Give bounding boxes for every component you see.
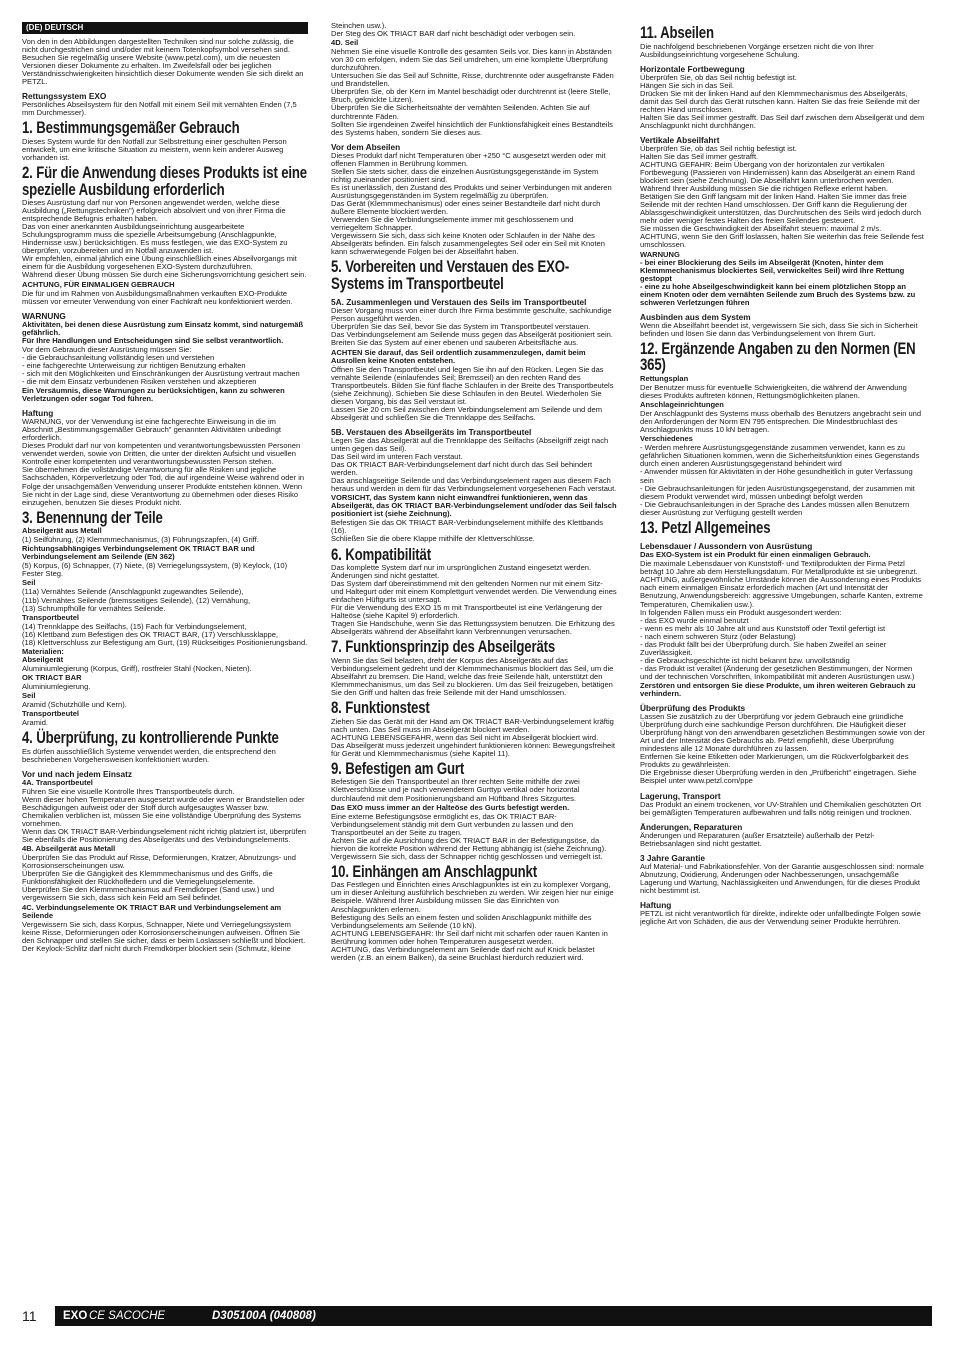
bold-paragraph: ACHTUNG, FÜR EINMALIGEN GEBRAUCH [22, 279, 175, 289]
body-paragraph: Die für und im Rahmen von Ausbildungsmaßnahmen verkauften EXO-Produkte müssen vor erneuter Verwendung von einer Fachkraft neu konfektioniert werden. [22, 288, 293, 306]
body-paragraph: Wenn die Abseilfahrt beendet ist, vergewissern Sie sich, dass Sie sich in Sicherheit befinden und lösen Sie dann das Verbindungselement von Ihrem Gurt. [640, 320, 918, 338]
body-paragraph: Auf Material- und Fabrikationsfehler. Von der Garantie ausgeschlossen sind: normale Abnutzung, Oxidierung, Änderungen oder Nachbesserungen, unsachgemäße Lagerung und Wartung, Nachlässigkeiten und Anwendungen, für die dieses Produkt nicht bestimmt ist. [640, 861, 925, 895]
bold-paragraph: 4C. Verbindungselemente OK TRIACT BAR und Verbindungselement am Seilende [22, 902, 282, 920]
body-paragraph: WARNUNG, vor der Verwendung ist eine fachgerechte Einweisung in die im Abschnitt „Bestimmungsgemäßer Gebrauch" genannten Aktivitäten unbedingt erforderlich. Dieses Produkt darf nur von kompetenten und verantwortungsbewussten Personen verwendet werden, sowie von Dritten, die unter der direkten Aufsicht und visuellen Kontrolle einer kompetenten und verantwortungsbewussten Person stehen. Sie übernehmen die vollständige Verantwortung für alle Risiken und jegliche Sachschäden, Körperverletzung oder Tod, die auf irgendeine Weise während oder in Folge der unsachgemäßen Verwendung unserer Produkte entstehen können. Wenn Sie nicht in der Lage sind, diese Verantwortung zu übernehmen oder dieses Risiko einzugehen, benutzen Sie dieses Produkt nicht. [22, 417, 305, 507]
body-paragraph: Befestigen Sie das OK TRIACT BAR-Verbindungselement mithilfe des Klettbands (16). Schließen Sie die obere Klappe mithilfe der Klettverschlüsse. [331, 518, 603, 544]
body-paragraph: (1) Seilführung, (2) Klemmmechanismus, (3) Führungszapfen, (4) Griff. [22, 535, 259, 545]
body-paragraph: Aramid. [22, 718, 49, 728]
body-paragraph: Aluminiumlegierung (Korpus, Griff), rostfreier Stahl (Nocken, Nieten). [22, 663, 252, 673]
body-paragraph: Eine externe Befestigungsöse ermöglicht es, das OK TRIACT BAR-Verbindungselement ständig mit dem Gurt verbunden zu lassen und den Transportbeutel an der Seite zu tragen. Achten Sie auf die Ausrichtung des OK TRIACT BAR in der Befestigungsöse, da hiervon die korrekte Position während der Rettung abhängig ist (siehe Zeichnung). Vergewissern Sie sich, dass der Schnapper richtig geschlossen und verriegelt ist. [331, 811, 607, 861]
subsection-heading: Überprüfung des Produkts [640, 703, 746, 714]
body-paragraph: Befestigen Sie den Transportbeutel an Ihrer rechten Seite mithilfe der zwei Klettverschlüsse und je nach verwendetem Gurttyp vertikal oder horizontal durchlaufend mit dem Positionierungsband am Hüftband Ihres Sitzgurtes. [331, 777, 580, 803]
bold-paragraph: Transportbeutel [22, 709, 80, 719]
body-paragraph: Überprüfen Sie das Produkt auf Risse, Deformierungen, Kratzer, Abnutzungs- und Korrosionserscheinungen usw. Überprüfen Sie die Gängigkeit des Klemmmechanismus und des Griffs, die Funktionsfähigkeit der Rückholfedern und die Verriegelungselemente. Überprüfen Sie den Klemmmechanismus auf Fremdkörper (Sand usw.) und vergewissern Sie sich, dass sich kein Feld am Seil befindet. [22, 853, 296, 903]
subsection-heading: 5B. Verstauen des Abseilgeräts im Transportbeutel [331, 426, 532, 437]
subsection-heading: Rettungssystem EXO [22, 91, 107, 102]
bold-paragraph: Abseilgerät aus Metall [22, 526, 102, 536]
section-heading: 4. Überprüfung, zu kontrollierende Punkte [22, 729, 279, 748]
body-paragraph: Wenn Sie das Seil belasten, dreht der Korpus des Abseilgeräts auf das Verbindungselement gedreht und der Klemmmechanismus blockiert das Seil, um die Abseilfahrt zu bremsen. Die Hand, welche das freie Seilende hält, unterstützt den Klemmmechanismus, um das Seil zu blockieren. Um das Seil freizugeben, betätigen Sie den Griff und halten das freie Seilende mit der Hand umschlossen. [331, 655, 614, 698]
section-heading: 12. Ergänzende Angaben zu den Normen (EN 365) [640, 339, 916, 375]
bold-paragraph: Verschiedenes [640, 434, 693, 444]
body-paragraph: Von den in den Abbildungen dargestellten Techniken sind nur solche zulässig, die nicht durchgestrichen sind und/oder mit keinem Totenkopfsymbol versehen sind. Besuchen Sie regelmäßig unsere Website (www.petzl.com), um die neuesten Versionen dieser Dokumente zu erhalten. Im Zweifelsfall oder bei jeglichen Verständnisschwierigkeiten hinsichtlich dieser Dokumente wenden Sie sich direkt an PETZL. [22, 37, 304, 87]
body-paragraph: Überprüfen Sie, ob das Seil richtig befestigt ist. Halten Sie das Seil immer gestrafft. ACHTUNG GEFAHR: Beim Übergang von der horizontalen zur vertikalen Fortbewegung (Passieren von Hindernissen) kann das Abseilgerät an einem Rand blockiert sein (siehe Zeichnung). Die Abseilfahrt kann unterbrochen werden. Während Ihrer Ausbildung müssen Sie die richtigen Reflexe erlernt haben. Betätigen Sie den Griff langsam mit der linken Hand. Halten Sie immer das freie Seilende mit der rechten Hand umschlossen. Der Griff kann die Regulierung der Ablassgeschwindigkeit unterstützen, das Durchrutschen des Seils wird jedoch durch mehr oder weniger festes Halten des freien Seilendes gesteuert. Sie müssen die Geschwindigkeit der Abseilfahrt steuern: maximal 2 m/s. ACHTUNG, wenn Sie den Griff loslassen, halten Sie weiterhin das freie Seilende fest umschlossen. [640, 143, 924, 250]
body-paragraph: (11a) Vernähtes Seilende (Anschlagpunkt zugewandtes Seilende), (11b) Vernähtes Seilende (bremsseitiges Seilende), (12) Vernähung, (13) Schrumpfhülle für vernähtes Seilende. [22, 587, 251, 613]
bold-paragraph: Seil [22, 691, 36, 701]
bold-paragraph: 4B. Abseilgerät aus Metall [22, 844, 116, 854]
subsection-heading: 3 Jahre Garantie [640, 852, 706, 863]
body-paragraph: Änderungen und Reparaturen (außer Ersatzteile) außerhalb der Petzl-Betriebsanlagen sind nicht gestattet. [640, 830, 875, 848]
body-paragraph: (14) Trennklappe des Seilfachs, (15) Fach für Verbindungselement, (16) Klettband zum Befestigen des OK TRIACT BAR, (17) Verschlussklappe, (18) Klettverschluss zur Befestigung am Gurt, (19) Rückseitiges Positionierungsband. [22, 621, 308, 647]
body-paragraph: Steinchen usw.). Der Steg des OK TRIACT BAR darf nicht beschädigt oder verbogen sein. [331, 22, 576, 39]
body-paragraph: Das Festlegen und Einrichten eines Anschlagpunktes ist ein zu komplexer Vorgang, um in dieser Anleitung ausführlich beschrieben zu werden. Wir zeigen hier nur einige Beispiele. Während Ihrer Ausbildung müssen Sie das Einrichten von Anschlagpunkten erlernen. Befestigung des Seils an einem festen und soliden Anschlagpunkt mithilfe des Verbindungselements am Seilende (10 kN). ACHTUNG LEBENSGEFAHR: Ihr Seil darf nicht mit scharfen oder rauen Kanten in Berührung kommen oder hohen Temperaturen ausgesetzt werden. ACHTUNG, das Verbindungselement am Seilende darf nicht auf Knick belastet werden (z.B. an einem Balken), da seine Bruchlast hierdurch reduziert wird. [331, 880, 614, 962]
body-paragraph: Führen Sie eine visuelle Kontrolle Ihres Transportbeutels durch. Wenn dieser hohen Temperaturen ausgesetzt wurde oder wenn er Brandstellen oder Beschädigungen aufweist oder der Stoff durch aufgesaugtes Wasser bzw. Chemikalien verblichen ist, müssen Sie eine vollständige Überprüfung des Systems vornehmen. Wenn das OK TRIACT BAR-Verbindungselement nicht richtig platziert ist, überprüfen Sie ebenfalls die Positionierung des Abseilgeräts und des Verbindungselements. [22, 786, 306, 845]
subsection-heading: Lagerung, Transport [640, 790, 721, 801]
subsection-heading: Änderungen, Reparaturen [640, 821, 743, 832]
text-column-left [22, 22, 308, 954]
body-paragraph: Vor dem Gebrauch dieser Ausrüstung müssen Sie: - die Gebrauchsanleitung vollständig lesen und verstehen - eine fachgerechte Unterweisung zur richtigen Benutzung erhalten - sich mit den Möglichkeiten und Einschränkungen der Ausrüstung vertraut machen - die mit dem Einsatz verbundenen Risiken verstehen und akzeptieren [22, 344, 300, 386]
bold-paragraph: Aktivitäten, bei denen diese Ausrüstung zum Einsatz kommt, sind naturgemäß gefährlich. Für Ihre Handlungen und Entscheidungen sind Sie selbst verantwortlich. [22, 319, 304, 345]
subsection-heading: Horizontale Fortbewegung [640, 63, 745, 74]
section-heading: 9. Befestigen am Gurt [331, 759, 465, 778]
section-heading: 3. Benennung der Teile [22, 508, 163, 527]
body-paragraph: - Werden mehrere Ausrüstungsgegenstände zusammen verwendet, kann es zu gefährlichen Situationen kommen, wenn die Sicherheitsfunktion eines Gegenstands durch einen anderen Ausrüstungsgegenstand behindert wird - Anwender müssen für Aktivitäten in der Höhe gesundheitlich in guter Verfassung sein - Die Gebrauchsanleitungen für jeden Ausrüstungsgegenstand, der zusammen mit diesem Produkt verwendet wird, müssen unbedingt befolgt werden - Die Gebrauchsanleitungen in der Sprache des Landes müssen allen Benutzern dieser Ausrüstung zur Verfügung gestellt werden [640, 443, 920, 517]
bold-paragraph: VORSICHT, das System kann nicht einwandfrei funktionieren, wenn das Abseilgerät, das OK TRIACT BAR-Verbindungselement und/oder das Seil falsch positioniert ist (siehe Zeichnung). [331, 493, 617, 519]
bold-paragraph: 4A. Transportbeutel [22, 777, 93, 787]
text-column-right [640, 22, 926, 927]
subsection-heading: Vor dem Abseilen [331, 141, 401, 152]
section-heading: 6. Kompatibilität [331, 545, 431, 564]
subsection-heading: 5A. Zusammenlegen und Verstauen des Seils im Transportbeutel [331, 297, 587, 308]
body-paragraph: Dieses Produkt darf nicht Temperaturen über +250 °C ausgesetzt werden oder mit offenen Flammen in Berührung kommen. Stellen Sie stets sicher, dass die einzelnen Ausrüstungsgegenstände im System richtig zueinander positioniert sind. Es ist unerlässlich, den Zustand des Produkts und seiner Verbindungen mit anderen Ausrüstungsgegenständen im System regelmäßig zu überprüfen. Das Gerät (Klemmmechanismus) oder eines seiner Bestandteile darf nicht durch äußere Elemente blockiert werden. Verwenden Sie die Verbindungselemente immer mit geschlossenem und verriegeltem Schnapper. Vergewissern Sie sich, dass sich keine Knoten oder Schlaufen in der Nähe des Abseilgeräts befinden. Ein falsch zusammengelegtes Seil oder ein Seil mit Knoten kann schwerwiegende Folgen bei der Abseilfahrt haben. [331, 150, 612, 257]
bold-paragraph: Das EXO-System ist ein Produkt für einen einmaligen Gebrauch. [640, 550, 871, 560]
body-paragraph: Öffnen Sie den Transportbeutel und legen Sie ihn auf den Rücken. Legen Sie das vernähte Seilende (einlaufendes Seil; Bremsseil) an den rechten Rand des Transportbeutels. Bilden Sie fünf flache Schlaufen in der Breite des Transportbeutels (siehe Zeichnung). Schieben Sie diese Schlaufen in den Beutel. Wiederholen Sie diesen Vorgang, bis das Seil verstaut ist. Lassen Sie 20 cm Seil zwischen dem Verbindungselement am Seilende und dem Abseilgerät und schließen Sie die Trennklappe des Seilfachs. [331, 364, 614, 422]
footer-subtitle: CE SACOCHE [89, 1310, 166, 1322]
bold-paragraph: Richtungsabhängiges Verbindungselement OK TRIACT BAR und Verbindungselement am Seilende (EN 362) [22, 544, 255, 562]
footer-product: EXO [63, 1310, 88, 1322]
subsection-heading: Ausbinden aus dem System [640, 311, 751, 322]
body-paragraph: (5) Korpus, (6) Schnapper, (7) Niete, (8) Verriegelungssystem, (9) Keylock, (10) Fester Steg. [22, 561, 288, 579]
body-paragraph: Überprüfen Sie, ob das Seil richtig befestigt ist. Hängen Sie sich in das Seil. Drücken Sie mit der linken Hand auf den Klemmmechanismus des Abseilgeräts, damit das Seil durch das Gerät rutschen kann. Halten Sie das freie Seilende mit der rechten Hand umschlossen. Halten Sie das Seil immer gestrafft. Das Seil darf zwischen dem Abseilgerät und dem Anschlagpunkt nicht durchhängen. [640, 72, 925, 130]
bold-paragraph: OK TRIACT BAR [22, 672, 82, 682]
bold-paragraph: Rettungsplan [640, 373, 689, 383]
bold-paragraph: Ein Versäumnis, diese Warnungen zu berücksichtigen, kann zu schweren Verletzungen oder sogar Tod führen. [22, 386, 285, 404]
bold-paragraph: ACHTEN Sie darauf, das Seil ordentlich zusammenzulegen, damit beim Ausrollen keine Knoten entstehen. [331, 347, 586, 365]
body-paragraph: Vergewissern Sie sich, dass Korpus, Schnapper, Niete und Verriegelungssystem keine Risse, Deformierungen oder Korrosionserscheinungen aufweisen. Öffnen Sie den Schnapper und stellen Sie sicher, dass er beim Loslassen schließt und blockiert. Der Keylock-Schlitz darf nicht durch Fremdkörper blockiert sein (Schmutz, kleine [22, 919, 306, 953]
section-heading: 8. Funktionstest [331, 699, 430, 718]
bold-paragraph: 4D. Seil [331, 38, 359, 48]
subsection-heading: WARNUNG [22, 310, 66, 321]
bold-paragraph: WARNUNG - bei einer Blockierung des Seils im Abseilgerät (Knoten, hinter dem Klemmmechanismus blockiertes Seil, verwickeltes Seil) wird Ihre Rettung gestoppt - eine zu hohe Abseilgeschwindigkeit kann bei einem plötzlichen Stopp an einem Knoten oder dem vernähten Seilende zum Bruch des Systems bzw. zu schweren Verletzungen führen [640, 249, 916, 307]
section-heading: 2. Für die Anwendung dieses Produkts ist eine spezielle Ausbildung erforderlich [22, 164, 307, 199]
body-paragraph: Aramid (Schutzhülle und Kern). [22, 700, 127, 710]
body-paragraph: Aluminiumlegierung. [22, 682, 91, 691]
body-paragraph: Ziehen Sie das Gerät mit der Hand am OK TRIACT BAR-Verbindungselement kräftig nach unten. Das Seil muss im Abseilgerät blockiert werden. ACHTUNG LEBENSGEFAHR, wenn das Seil nicht im Abseilgerät blockiert wird. Das Abseilgerät muss jederzeit ungehindert funktionieren können: Bewegungsfreiheit für Gerät und Klemmmechanismus (siehe Kapitel 11). [331, 716, 616, 758]
bold-paragraph: Transportbeutel [22, 612, 80, 622]
body-paragraph: Persönliches Abseilsystem für den Notfall mit einem Seil mit vernähten Enden (7,5 mm Durchmesser). [22, 100, 297, 118]
body-paragraph: Der Anschlagpunkt des Systems muss oberhalb des Benutzers angebracht sein und den Anforderungen der Norm EN 795 entsprechen. Die Mindestbruchlast des Anschlagpunkts muss 10 kN betragen. [640, 409, 922, 435]
body-paragraph: Das komplette System darf nur im ursprünglichen Zustand eingesetzt werden. Änderungen sind nicht gestattet. Das System darf übereinstimmend mit den geltenden Normen nur mit einem Sitz- und Haltegurt oder mit einem Komplettgurt verwendet werden. Die Verwendung eines einfachen Hüftgurts ist untersagt. Für die Verwendung des EXO 15 m mit Transportbeutel ist eine Verlängerung der Halteöse (siehe Kapitel 9) erforderlich. Tragen Sie Handschuhe, wenn Sie das Rettungssystem benutzen. Die Erhitzung des Abseilgeräts während der Abseilfahrt kann Verbrennungen verursachen. [331, 563, 617, 637]
footer-bar [55, 1306, 932, 1326]
body-paragraph: Die maximale Lebensdauer von Kunststoff- und Textilprodukten der Firma Petzl beträgt 10 Jahre ab dem Herstellungsdatum. Für Metallprodukte ist sie unbegrenzt. ACHTUNG, außergewöhnliche Umstände können die Aussonderung eines Produkts nach einem einmaligen Einsatz erforderlich machen (Art und Intensität der Benutzung, Anwendungsbereich: aggressive Umgebungen, scharfe Kanten, extreme Temperaturen, Chemikalien usw.). In folgenden Fällen muss ein Produkt ausgesondert werden: - das EXO wurde einmal benutzt - wenn es mehr als 10 Jahre alt und aus Kunststoff oder Textil gefertigt ist - nach einem schweren Sturz (oder Belastung) - das Produkt fällt bei der Überprüfung durch. Sie haben Zweifel an seiner Zuverlässigkeit. - die Gebrauchsgeschichte ist nicht bekannt bzw. unvollständig - das Produkt ist veraltet (Änderung der gesetzlichen Bestimmungen, der Normen und der technischen Vorschriften, Inkompatibilität mit anderen Ausrüstungen usw.) [640, 559, 923, 681]
body-paragraph: Dieses Ausrüstung darf nur von Personen angewendet werden, welche diese Ausbildung („Rettungstechniken") erfolgreich absolviert und von ihrer Firma die entsprechende Befugnis erhalten haben. Das von einer anerkannten Ausbildungseinrichtung ausgearbeitete Schulungsprogramm muss die spezielle Arbeitsumgebung (Anschlagpunkte, Hindernisse usw.) berücksichtigen. Es muss festlegen, wie das EXO-System zu überprüfen, vorzubereiten und im Notfall anzuwenden ist. Wir empfehlen, einmal jährlich eine Übung einschließlich eines Abseilvorgangs mit einem für die Ausbildung vorgesehenen EXO-System durchzuführen. Während dieser Übung müssen Sie durch eine Sicherungsvorrichtung gesichert sein. [22, 198, 307, 280]
section-heading: 1. Bestimmungsgemäßer Gebrauch [22, 119, 240, 138]
body-paragraph: Legen Sie das Abseilgerät auf die Trennklappe des Seilfachs (Abseilgriff zeigt nach unten gegen das Seil). Das Seil wird im unteren Fach verstaut. Das OK TRIACT BAR-Verbindungselement darf nicht durch das Seil behindert werden. Das anschlagseitige Seilende und das Verbindungselement ragen aus diesem Fach heraus und werden in dem für das Verbindungselement vorgesehenen Fach verstaut. [331, 435, 617, 494]
section-heading: 10. Einhängen am Anschlagpunkt [331, 862, 537, 881]
body-paragraph: PETZL ist nicht verantwortlich für direkte, indirekte oder unfallbedingte Folgen sowie jegliche Art von Schäden, die aus der Verwendung seiner Produkte herrühren. [640, 908, 921, 926]
page-footer [22, 1306, 932, 1326]
bold-paragraph: Materialien: Abseilgerät [22, 646, 64, 664]
subsection-heading: Vertikale Abseilfahrt [640, 134, 720, 145]
language-tag: (DE) DEUTSCH [22, 22, 308, 34]
subsection-heading: Haftung [22, 408, 54, 419]
subsection-heading: Vor und nach jedem Einsatz [22, 768, 133, 779]
subsection-heading: Haftung [640, 899, 672, 910]
body-paragraph: Das Produkt an einem trockenen, vor UV-Strahlen und Chemikalien geschützten Ort bei gemäßigten Temperaturen aufbewahren und falls nötig reinigen und trocknen. [640, 799, 922, 817]
body-paragraph: Es dürfen ausschließlich Systeme verwendet werden, die entsprechend den beschriebenen Vorgehensweisen konfektioniert wurden. [22, 746, 276, 764]
section-heading: 13. Petzl Allgemeines [640, 518, 771, 537]
page-number: 11 [22, 1308, 37, 1324]
body-paragraph: Lassen Sie zusätzlich zu der Überprüfung vor jedem Gebrauch eine gründliche Überprüfung durch eine sachkundige Person durchführen. Die Häufigkeit dieser Überprüfung hängt von den anwendbaren gesetzlichen Bestimmungen sowie von der Art und der Intensität des Gebrauchs ab. Petzl empfiehlt, diese Überprüfung mindestens alle 12 Monate durchführen zu lassen. Entfernen Sie keine Etiketten oder Markierungen, um die Rückverfolgbarkeit des Produkts zu gewährleisten. Die Ergebnisse dieser Überprüfung werden in den „Prüfbericht" eingetragen. Siehe Beispiel unter www.petzl.com/ppe [640, 712, 925, 786]
body-paragraph: Die nachfolgend beschriebenen Vorgänge ersetzen nicht die von Ihrer Ausbildungseinrichtung vorgesehene Schulung. [640, 41, 874, 59]
bold-paragraph: Zerstören und entsorgen Sie diese Produkte, um ihren weiteren Gebrauch zu verhindern. [640, 681, 916, 699]
footer-reference: D305100A (040808) [212, 1310, 316, 1322]
text-column-middle [331, 22, 617, 963]
section-heading: 7. Funktionsprinzip des Abseilgeräts [331, 638, 556, 657]
section-heading: 5. Vorbereiten und Verstauen des EXO-Systems im Transportbeutel [331, 258, 570, 293]
body-paragraph: Der Benutzer muss für eventuelle Schwierigkeiten, die während der Anwendung dieses Produkts auftreten können, Rettungsmöglichkeiten planen. [640, 383, 907, 401]
bold-paragraph: Anschlageinrichtungen [640, 400, 724, 410]
bold-paragraph: Das EXO muss immer an der Halteöse des Gurts befestigt werden. [331, 802, 570, 812]
body-paragraph: Dieses System wurde für den Notfall zur Selbstrettung einer geschulten Person entwickelt, um eine kritische Situation zu meistern, wenn kein anderer Ausweg vorhanden ist. [22, 136, 287, 163]
bold-paragraph: Seil [22, 578, 36, 588]
section-heading: 11. Abseilen [640, 24, 714, 42]
body-paragraph: Dieser Vorgang muss von einer durch Ihre Firma bestimmte geschulte, sachkundige Person ausgeführt werden. Überprüfen Sie das Seil, bevor Sie das System im Transportbeutel verstauen. Das Verbindungselement am Seilende muss gegen das Abseilgerät positioniert sein. Breiten Sie das System auf einer ebenen und sauberen Arbeitsfläche aus. [331, 306, 613, 348]
body-paragraph: Nehmen Sie eine visuelle Kontrolle des gesamten Seils vor. Dies kann in Abständen von 30 cm erfolgen, indem Sie das Seil umdrehen, um eine komplette Überprüfung durchzuführen. Untersuchen Sie das Seil auf Schnitte, Risse, durchtrennte oder ausgefranste Fäden und Brandstellen. Überprüfen Sie, ob der Kern im Mantel beschädigt oder durchtrennt ist (leere Stelle, Bruch, geknickte Litzen). Überprüfen Sie die Sicherheitsnähte der vernähten Seilenden. Achten Sie auf durchtrennte Fäden. Sollten Sie irgendeinen Zweifel hinsichtlich der Funktionsfähigkeit eines Bestandteils des Systems haben, sondern Sie dieses aus. [331, 47, 614, 137]
subsection-heading: Lebensdauer / Aussondern von Ausrüstung [640, 541, 813, 552]
